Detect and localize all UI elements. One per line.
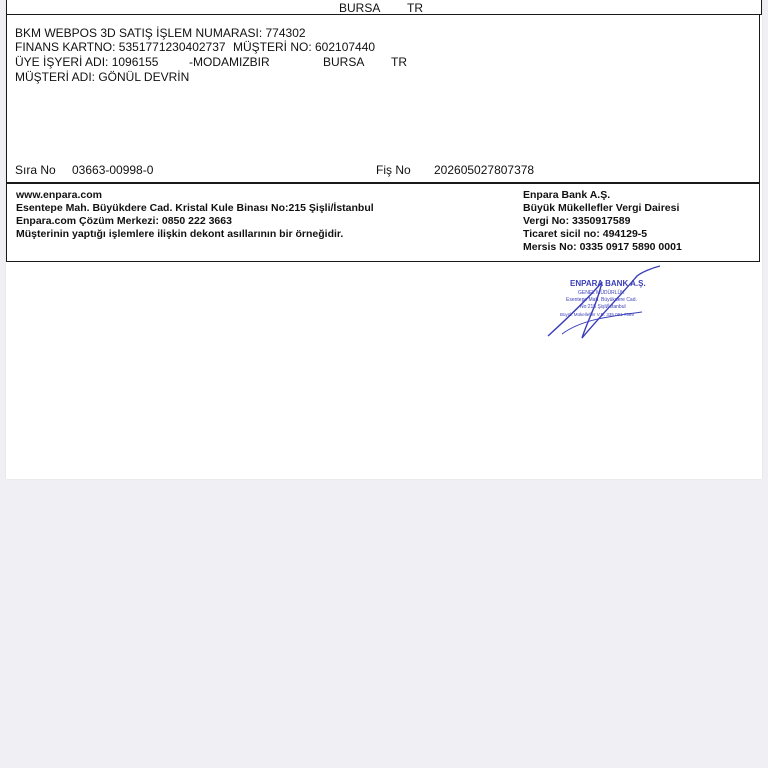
stamp-line2: Esentepe Mah. Büyükdere Cad. — [566, 297, 637, 303]
fis-value: 202605027807378 — [434, 163, 535, 177]
bank-stamp-signature — [542, 264, 672, 344]
top-city: BURSA — [339, 1, 381, 15]
stamp-line3: No:215 Şişli/İstanbul — [580, 304, 626, 310]
top-strip — [6, 0, 762, 15]
merchant-country: TR — [391, 55, 407, 69]
sira-label: Sıra No — [15, 163, 56, 177]
footer-box — [6, 183, 760, 262]
footer-mersis: Mersis No: 0335 0917 5890 0001 — [523, 241, 682, 253]
merchant-city: BURSA — [323, 55, 365, 69]
stamp-title: ENPARA BANK A.Ş. — [570, 279, 646, 288]
stamp-line1: GENEL MÜDÜRLÜK — [578, 290, 625, 296]
footer-tax-no: Vergi No: 3350917589 — [523, 215, 631, 227]
transaction-number: BKM WEBPOS 3D SATIŞ İŞLEM NUMARASI: 774302 — [15, 26, 306, 40]
fis-label: Fiş No — [376, 163, 411, 177]
sira-value: 03663-00998-0 — [72, 163, 154, 177]
footer-support: Enpara.com Çözüm Merkezi: 0850 222 3663 — [16, 215, 232, 227]
footer-trade-reg: Ticaret sicil no: 494129-5 — [523, 228, 648, 240]
merchant-id: ÜYE İŞYERİ ADI: 1096155 — [15, 55, 159, 69]
customer-number: MÜŞTERİ NO: 602107440 — [233, 40, 376, 54]
stamp-line4: Büyük Mükellefler V.D. 335 091 7589 — [560, 312, 634, 317]
footer-bank-name: Enpara Bank A.Ş. — [523, 189, 611, 201]
transaction-box — [6, 15, 760, 183]
merchant-name: -MODAMIZBIR — [189, 55, 270, 69]
footer-website: www.enpara.com — [16, 189, 102, 201]
receipt-sheet — [6, 0, 762, 479]
top-country: TR — [407, 1, 423, 15]
customer-name: MÜŞTERİ ADI: GÖNÜL DEVRİN — [15, 70, 190, 84]
card-number: FINANS KARTNO: 5351771230402737 — [15, 40, 226, 54]
footer-tax-office: Büyük Mükellefler Vergi Dairesi — [523, 202, 680, 214]
footer-note: Müşterinin yaptığı işlemlere ilişkin dekont asıllarının bir örneğidir. — [16, 228, 344, 240]
footer-address: Esentepe Mah. Büyükdere Cad. Kristal Kule Binası No:215 Şişli/İstanbul — [16, 202, 374, 214]
